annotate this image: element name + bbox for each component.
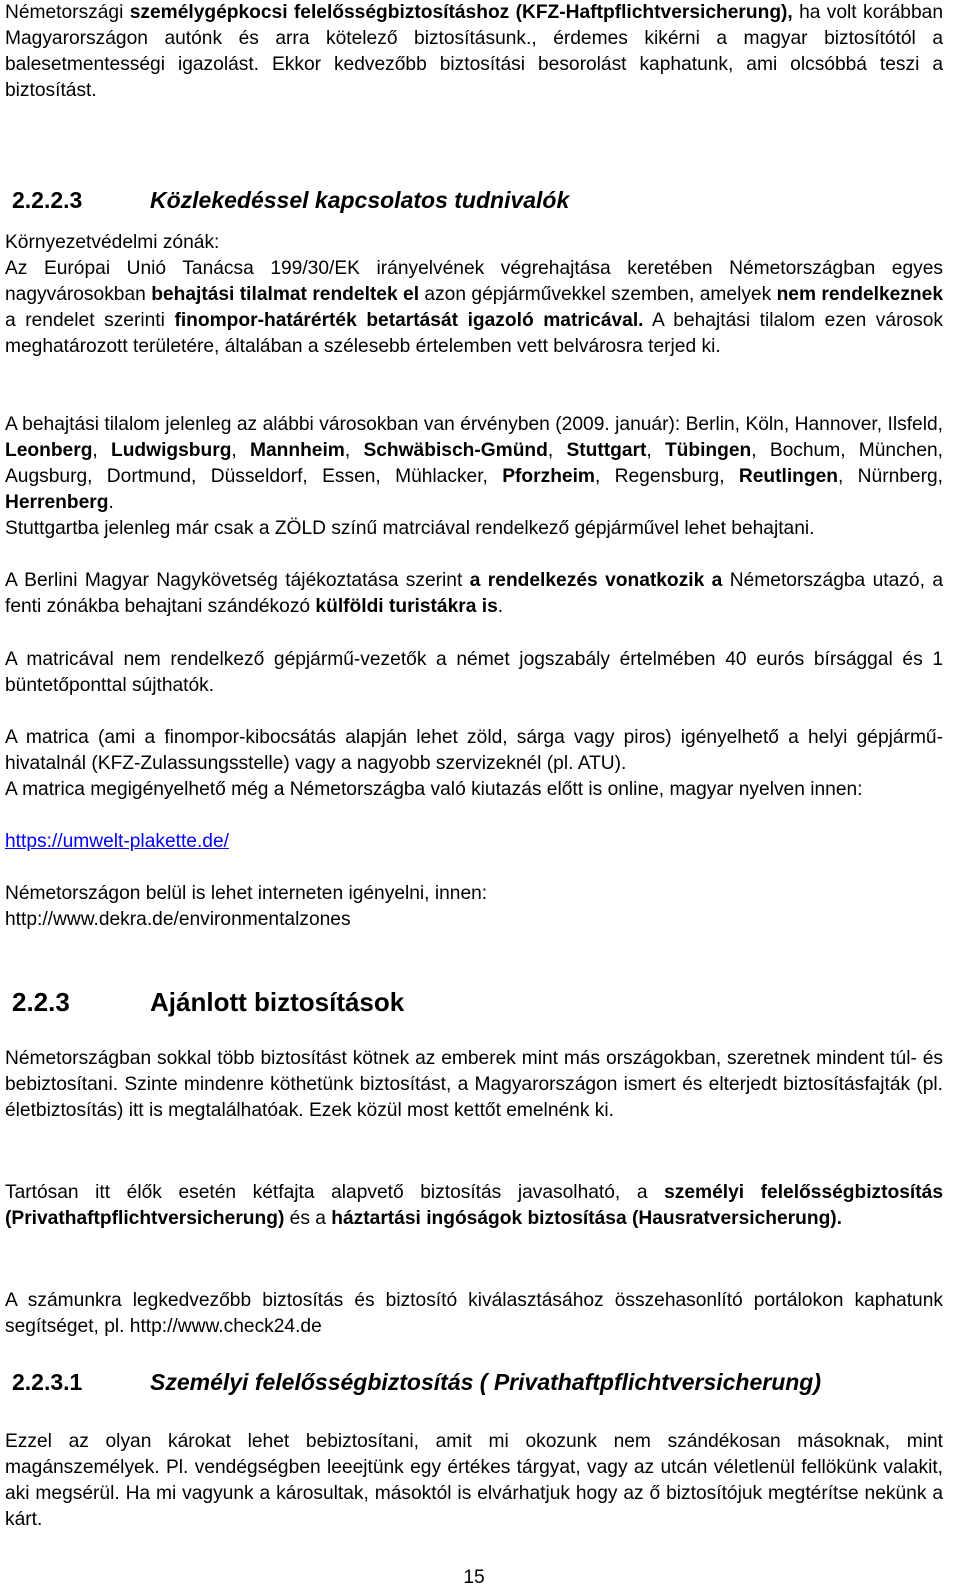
section-number: 2.2.3 xyxy=(12,987,70,1017)
page-number: 15 xyxy=(463,1567,485,1588)
cities-paragraph: A behajtási tilalom jelenleg az alábbi városokban van érvényben (2009. január): Berlin, Köln, Hannover, Ilsfeld, Leonberg, Ludwigsburg, Mannheim, Schwäbisch-Gmünd, Stuttgart, Tübingen, Bochum, München, Augsburg, Dortmund, Düsseldorf, Essen, Mühlacker, Pforzheim, Regensburg, Reutlingen, Nürnberg, Herrenberg. xyxy=(5,414,944,513)
city-stuttgart: Stuttgart xyxy=(566,440,647,461)
section-number: 2.2.2.3 xyxy=(12,187,83,213)
longterm-text-2: és a xyxy=(284,1208,332,1229)
longterm-bold-2: háztartási ingóságok biztosítása (Hausratversicherung). xyxy=(331,1208,843,1229)
env-text-3: a rendelet szerinti xyxy=(5,310,175,331)
longterm-bold-1: személyi felelősségbiztosítás (Privathaftpflichtversicherung) xyxy=(5,1182,943,1229)
embassy-text-2: Németországba utazó, a fenti zónákba behajtani szándékozó xyxy=(5,570,943,617)
intro-text: Németországi xyxy=(5,2,130,23)
env-bold-3: finompor-határérték betartását igazoló matricával. xyxy=(174,310,644,331)
section-heading-223 xyxy=(12,986,404,1018)
section-title: Személyi felelősségbiztosítás ( Privathaftpflichtversicherung) xyxy=(150,1369,822,1395)
embassy-bold-1: a rendelkezés vonatkozik a xyxy=(469,570,723,591)
city-nurnberg: , Nürnberg, xyxy=(838,466,943,487)
env-text-2: azon gépjárművekkel szemben, amelyek xyxy=(419,284,777,305)
stuttgart-paragraph: Stuttgartba jelenleg már csak a ZÖLD színű matrciával rendelkező gépjárművel lehet behajtani. xyxy=(5,518,815,539)
embassy-text-1: A Berlini Magyar Nagykövetség tájékoztatása szerint xyxy=(5,570,470,591)
city-regensburg: , Regensburg, xyxy=(594,466,739,487)
city-reutlingen: Reutlingen xyxy=(738,466,838,487)
intro-paragraph xyxy=(5,0,943,104)
insurance-intro-paragraph: Németországban sokkal több biztosítást kötnek az emberek mint más országokban, szeretnek mindent túl- és bebiztosítani. Szinte mindenre köthetünk biztosítást, a Magyarországon ismert és elterjedt biztosításfajták (pl. életbiztosítás) itt is megtalálhatóak. Ezek közül most kettőt emelnénk ki. xyxy=(5,1048,943,1121)
embassy-paragraph: A Berlini Magyar Nagykövetség tájékoztatása szerint a rendelkezés vonatkozik a Németországba utazó, a fenti zónákba behajtani szándékozó külföldi turistákra is. xyxy=(5,570,943,617)
intro-text-2: ha volt korábban Magyarországon autónk és arra kötelező biztosításunk., érdemes kikérni a magyar biztosítótól a balesetmentességi igazolást. Ekkor kedvezőbb biztosítási besorolást kaphatunk, ami olcsóbbá teszi a biztosítást. xyxy=(5,2,943,101)
env-zones-label: Környezetvédelmi zónák: xyxy=(5,232,220,253)
city-leonberg: Leonberg xyxy=(5,440,93,461)
umwelt-plakette-link[interactable]: https://umwelt-plakette.de/ xyxy=(5,831,229,852)
env-zones-paragraph xyxy=(5,256,943,360)
intro-bold: személygépkocsi felelősségbiztosításhoz (KFZ-Haftpflichtversicherung), xyxy=(129,2,793,23)
umwelt-link-line xyxy=(5,829,229,855)
city-herrenberg: Herrenberg xyxy=(5,492,109,513)
section-heading-2231 xyxy=(12,1368,821,1396)
city-pforzheim: Pforzheim xyxy=(502,466,595,487)
city-tubingen: Tübingen xyxy=(664,440,752,461)
online-paragraph: A matrica megigényelhető még a Németországba való kiutazás előtt is online, magyar nyelven innen: xyxy=(5,779,863,800)
section-title: Közlekedéssel kapcsolatos tudnivalók xyxy=(150,187,570,213)
internal-paragraph: Németországon belül is lehet interneten igényelni, innen: xyxy=(5,883,488,904)
longterm-text-1: Tartósan itt élők esetén kétfajta alapvető biztosítás javasolható, a xyxy=(5,1182,665,1203)
section-heading-2223 xyxy=(12,186,569,214)
city-mannheim: Mannheim xyxy=(249,440,345,461)
embassy-bold-2: külföldi turistákra is xyxy=(315,596,498,617)
dekra-url: http://www.dekra.de/environmentalzones xyxy=(5,909,351,930)
cities-mid: , Bochum, München, Augsburg, Dortmund, Düsseldorf, Essen, Mühlacker, xyxy=(5,440,944,487)
section-title: Ajánlott biztosítások xyxy=(150,987,405,1017)
sticker-paragraph: A matrica (ami a finompor-kibocsátás alapján lehet zöld, sárga vagy piros) igényelhető a helyi gépjármű-hivatalnál (KFZ-Zulassungsstelle) vagy a nagyobb szervizeknél (pl. ATU). xyxy=(5,727,943,774)
env-bold-2: nem rendelkeznek xyxy=(776,284,943,305)
compare-paragraph: A számunkra legkedvezőbb biztosítás és biztosító kiválasztásához összehasonlító portálokon kaphatunk segítséget, pl. http://www.check24.de xyxy=(5,1290,943,1337)
city-schwabisch-gmund: Schwäbisch-Gmünd xyxy=(363,440,548,461)
fine-paragraph: A matricával nem rendelkező gépjármű-vezetők a német jogszabály értelmében 40 eurós bírsággal és 1 büntetőponttal sújthatók. xyxy=(5,649,943,696)
liability-paragraph: Ezzel az olyan károkat lehet bebiztosítani, amit mi okozunk nem szándékosan másoknak, mint magánszemélyek. Pl. vendégségben leeejtünk egy értékes tárgyat, vagy az utcán véletlenül fellökünk valakit, aki megsérül. Ha mi vagyunk a károsultak, másoktól is elvárhatjuk hogy az ő biztosítójuk megtérítse nekünk a kárt. xyxy=(5,1431,943,1530)
longterm-paragraph xyxy=(5,1180,943,1232)
city-ludwigsburg: Ludwigsburg xyxy=(110,440,232,461)
env-text-4: A behajtási tilalom ezen városok meghatározott területére, általában a szélesebb értelemben vett belvárosra terjed ki. xyxy=(5,310,943,357)
section-number: 2.2.3.1 xyxy=(12,1369,83,1395)
env-bold-1: behajtási tilalmat rendeltek el xyxy=(151,284,420,305)
cities-intro: A behajtási tilalom jelenleg az alábbi városokban van érvényben (2009. január): Berlin, Köln, Hannover, Ilsfeld, xyxy=(5,414,943,435)
env-text-1: Az Európai Unió Tanácsa 199/30/EK irányelvének végrehajtása keretében Németországban egyes nagyvárosokban xyxy=(5,258,943,305)
